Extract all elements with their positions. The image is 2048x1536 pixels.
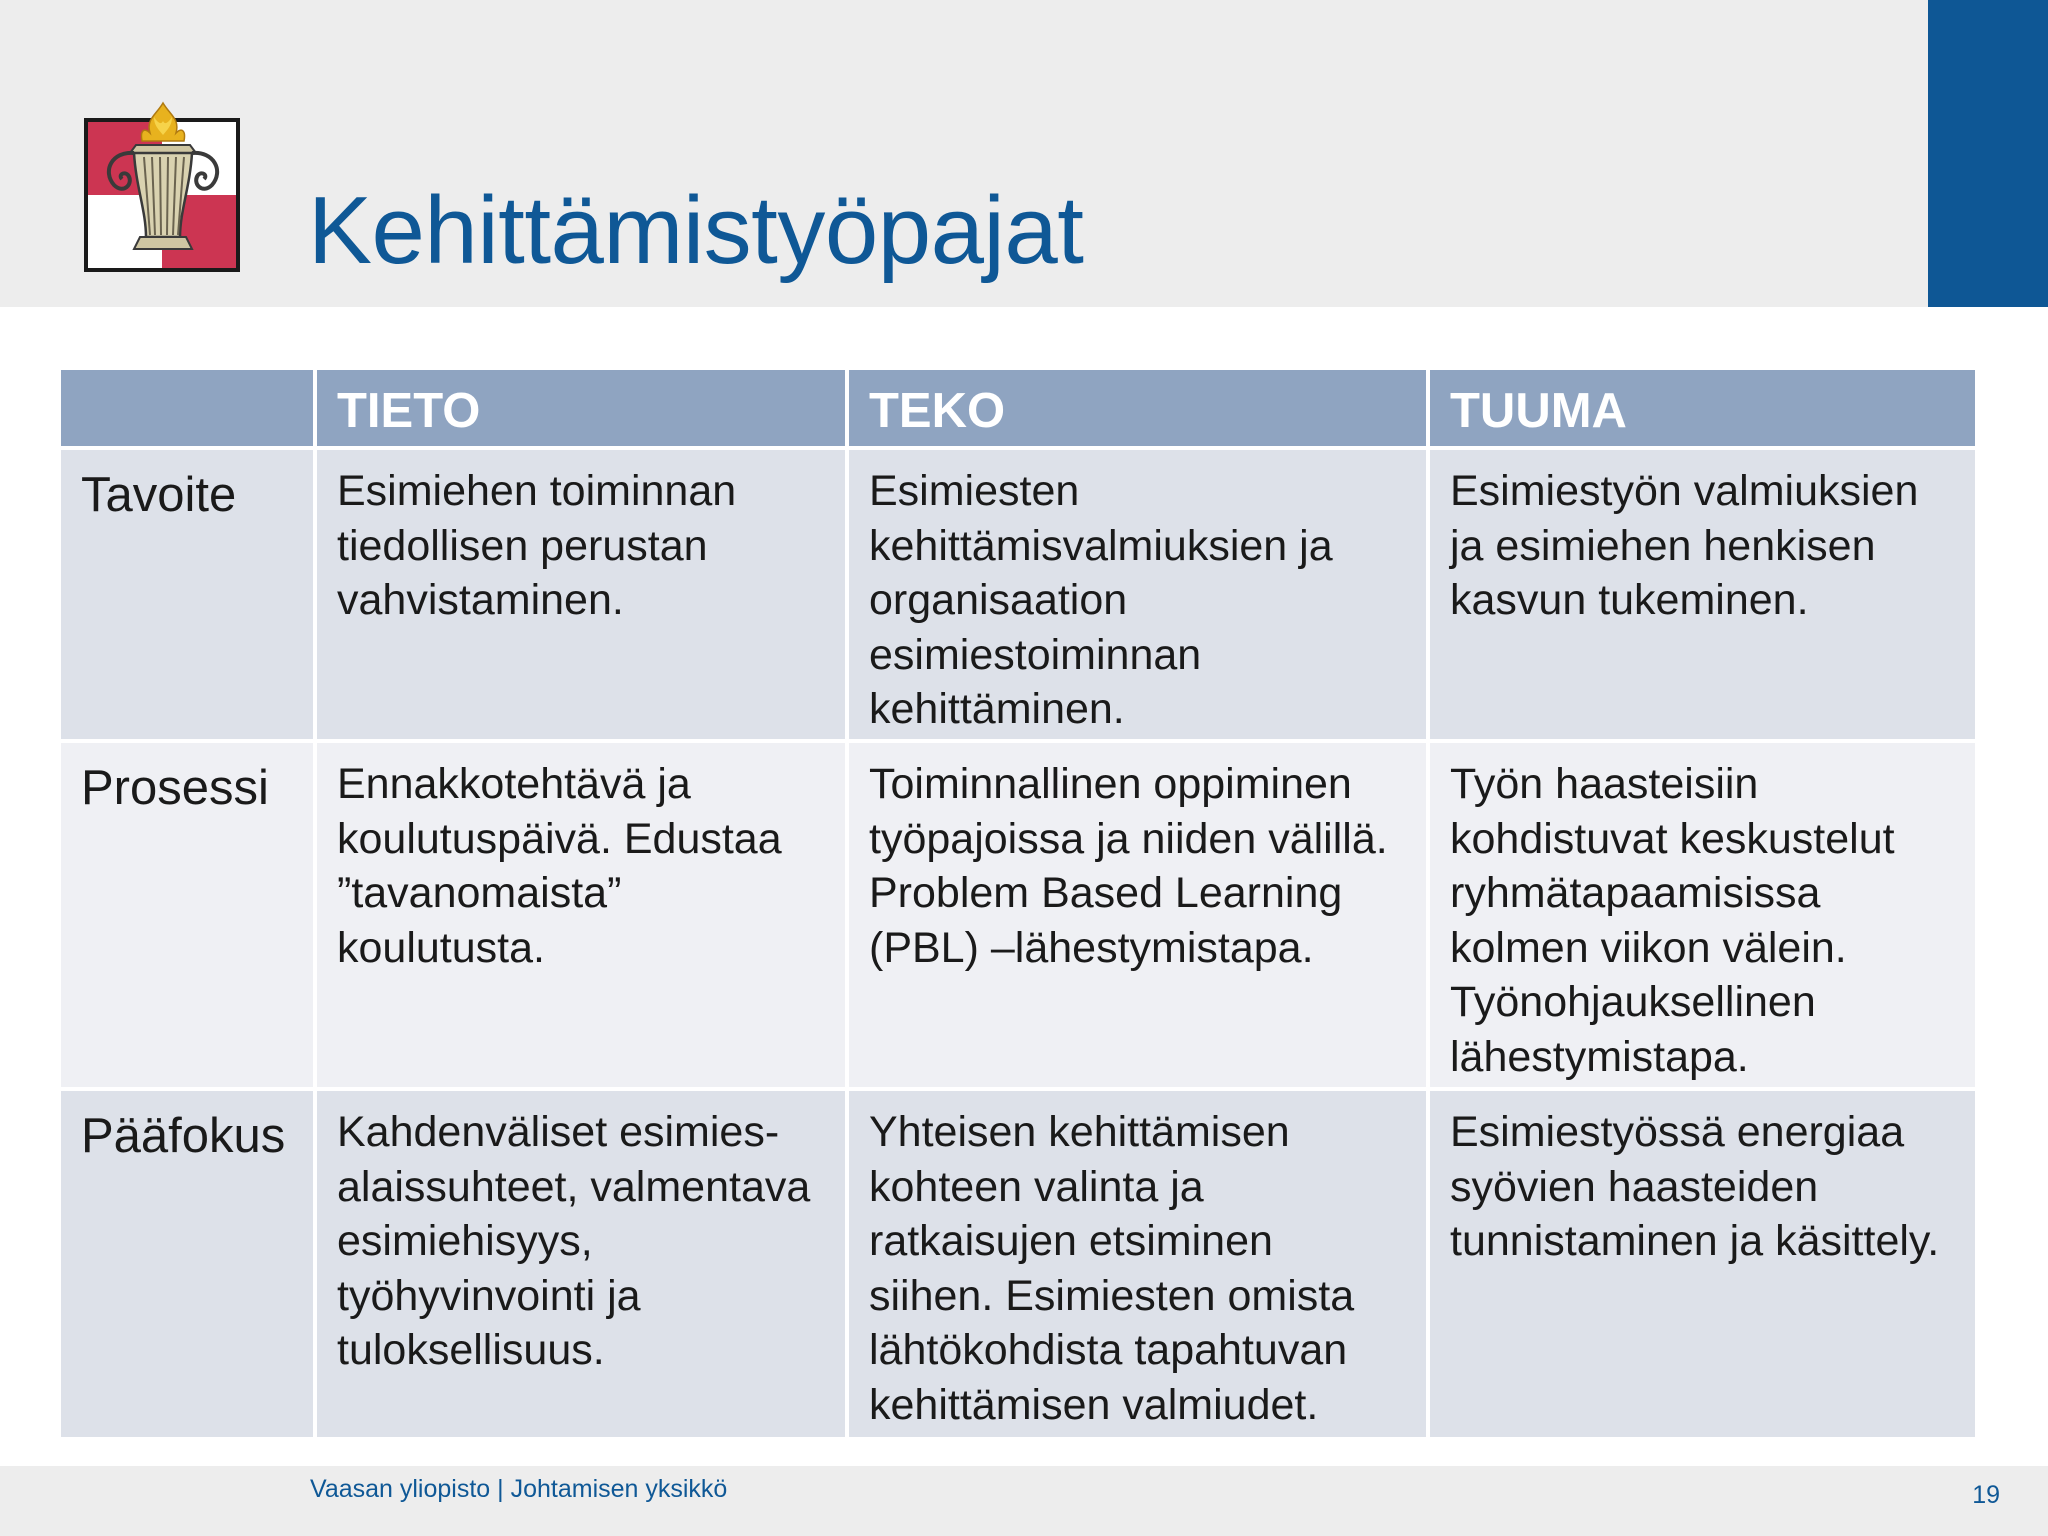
accent-bar: [1928, 0, 2048, 307]
footer-affiliation: Vaasan yliopisto | Johtamisen yksikkö: [310, 1475, 728, 1503]
table-cell: Toiminnallinen oppiminen työpajoissa ja niiden välillä. Problem Based Learning (PBL) –lähestymistapa.: [847, 741, 1428, 1089]
torch-crest-icon: [84, 101, 242, 273]
table-cell: Esimiestyössä energiaa syövien haasteiden tunnistaminen ja käsittely.: [1428, 1089, 1977, 1439]
table-cell: Yhteisen kehittämisen kohteen valinta ja ratkaisujen etsiminen siihen. Esimiesten omista lähtökohdista tapahtuvan kehittämisen valmiudet.: [847, 1089, 1428, 1439]
table-cell: Työn haasteisiin kohdistuvat keskustelut ryhmätapaamisissa kolmen viikon välein. Työnohjauksellinen lähestymistapa.: [1428, 741, 1977, 1089]
table-header-row: [59, 368, 1977, 448]
table-cell: Esimiehen toiminnan tiedollisen perustan vahvistaminen.: [315, 448, 847, 741]
table-row: [59, 741, 1977, 1089]
column-header-teko: TEKO: [847, 368, 1428, 448]
table-cell: Esimiestyön valmiuksien ja esimiehen henkisen kasvun tukeminen.: [1428, 448, 1977, 741]
row-label-paafokus: Pääfokus: [59, 1089, 315, 1439]
column-header-tuuma: TUUMA: [1428, 368, 1977, 448]
column-header-tieto: TIETO: [315, 368, 847, 448]
table-row: [59, 1089, 1977, 1439]
page-title: Kehittämistyöpajat: [308, 177, 1084, 284]
page-number: 19: [1972, 1481, 2000, 1509]
row-label-tavoite: Tavoite: [59, 448, 315, 741]
footer-band: [0, 1466, 2048, 1536]
table-row: [59, 448, 1977, 741]
table-cell: Ennakkotehtävä ja koulutuspäivä. Edustaa ”tavanomaista” koulutusta.: [315, 741, 847, 1089]
table-cell: Kahdenväliset esimies-alaissuhteet, valmentava esimiehisyys, työhyvinvointi ja tuloksellisuus.: [315, 1089, 847, 1439]
header-corner-cell: [59, 368, 315, 448]
row-label-prosessi: Prosessi: [59, 741, 315, 1089]
table-cell: Esimiesten kehittämisvalmiuksien ja organisaation esimiestoiminnan kehittäminen.: [847, 448, 1428, 741]
comparison-table: [57, 366, 1979, 1441]
